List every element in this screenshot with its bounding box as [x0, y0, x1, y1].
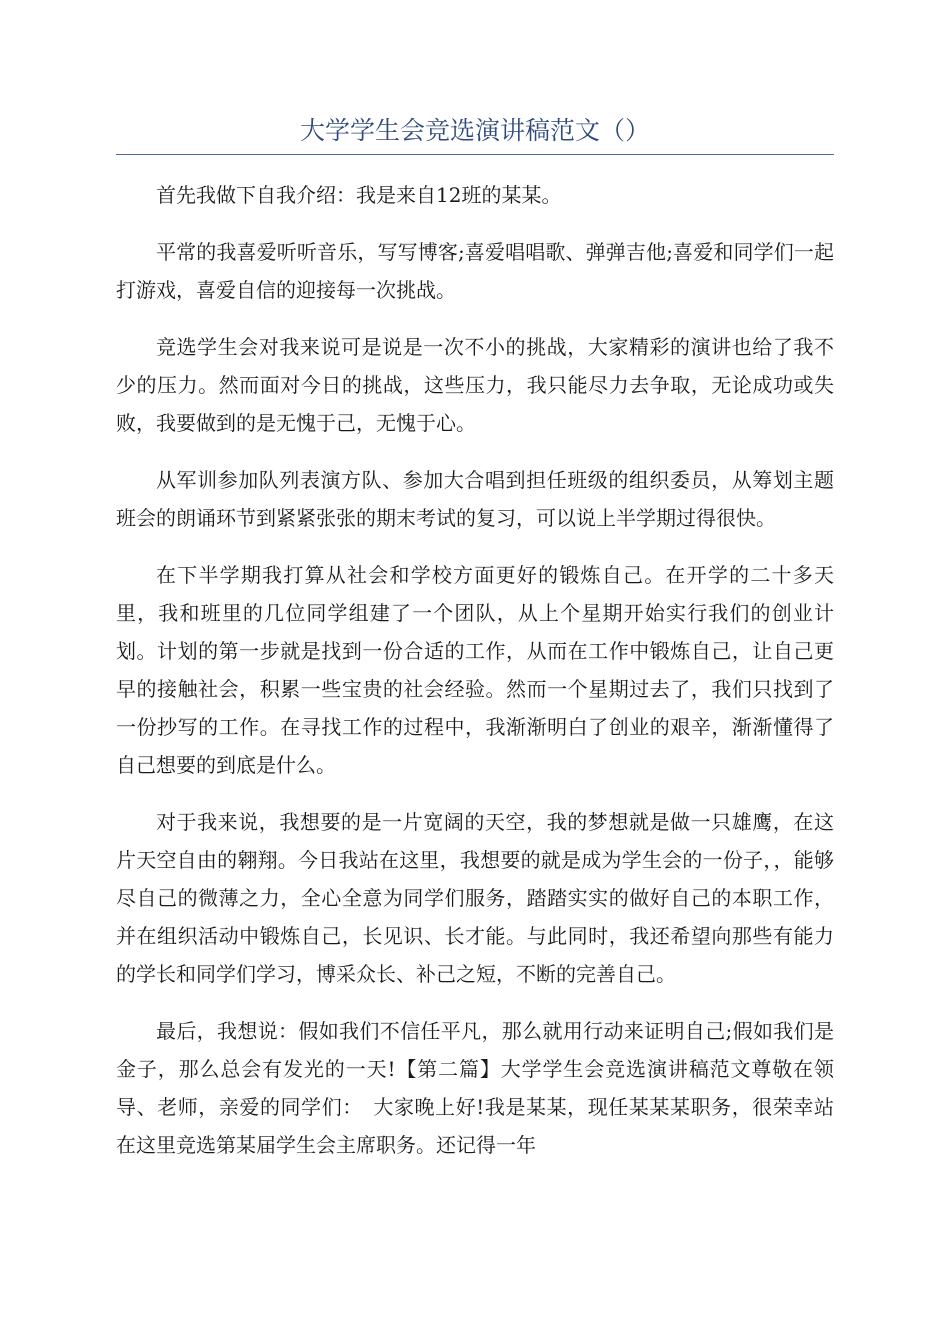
paragraph-2: 平常的我喜爱听听音乐，写写博客;喜爱唱唱歌、弹弹吉他;喜爱和同学们一起打游戏，喜爱自信的迎接每一次挑战。 [116, 240, 834, 302]
document-title: 大学学生会竞选演讲稿范文（） [299, 116, 650, 145]
paragraph-4: 从军训参加队列表演方队、参加大合唱到担任班级的组织委员，从筹划主题班会的朗诵环节到紧紧张张的期末考试的复习，可以说上半学期过得很快。 [116, 468, 834, 530]
document-page [116, 0, 834, 1344]
paragraph-7: 最后，我想说：假如我们不信任平凡，那么就用行动来证明自己;假如我们是金子，那么总会有发光的一天!【第二篇】大学学生会竞选演讲稿范文尊敬在领导、老师，亲爱的同学们： 大家晚上好!我是某某，现任某某某职务，很荣幸站在这里竞选第某届学生会主席职务。还记得一年 [116, 1019, 834, 1157]
paragraph-6: 对于我来说，我想要的是一片宽阔的天空，我的梦想就是做一只雄鹰，在这片天空自由的翱翔。今日我站在这里，我想要的就是成为学生会的一份子，，能够尽自己的微薄之力，全心全意为同学们服务，踏踏实实的做好自己的本职工作，并在组织活动中锻炼自己，长见识、长才能。与此同时，我还希望向那些有能力的学长和同学们学习，博采众长、补己之短，不断的完善自己。 [116, 810, 834, 986]
title-underline [116, 154, 834, 155]
paragraph-5: 在下半学期我打算从社会和学校方面更好的锻炼自己。在开学的二十多天里，我和班里的几位同学组建了一个团队，从上个星期开始实行我们的创业计划。计划的第一步就是找到一份合适的工作，从而在工作中锻炼自己，让自己更早的接触社会，积累一些宝贵的社会经验。然而一个星期过去了，我们只找到了一份抄写的工作。在寻找工作的过程中，我渐渐明白了创业的艰辛，渐渐懂得了自己想要的到底是什么。 [116, 563, 834, 777]
document-body [116, 176, 834, 1183]
paragraph-1: 首先我做下自我介绍：我是来自12班的某某。 [156, 183, 562, 207]
paragraph-3: 竞选学生会对我来说可是说是一次不小的挑战，大家精彩的演讲也给了我不少的压力。然而面对今日的挑战，这些压力，我只能尽力去争取，无论成功或失败，我要做到的是无愧于己，无愧于心。 [116, 335, 834, 435]
